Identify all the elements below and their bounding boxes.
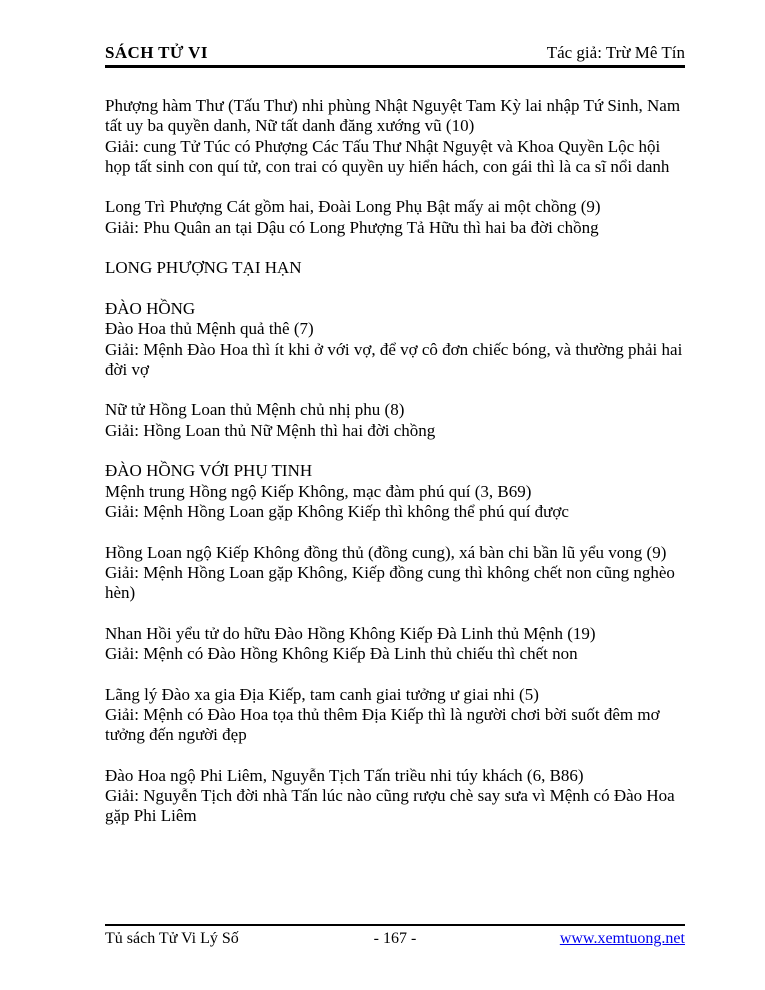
explanation-line: Giải: Nguyễn Tịch đời nhà Tấn lúc nào cũng rượu chè say sưa vì Mệnh có Đào Hoa gặp Phi Liêm: [105, 786, 675, 826]
text-block: [105, 197, 685, 238]
verse-line: Đào Hoa thủ Mệnh quả thê (7): [105, 319, 314, 339]
verse-line: Hồng Loan ngộ Kiếp Không đồng thủ (đồng cung), xá bàn chi bần lũ yểu vong (9): [105, 542, 667, 562]
verse-line: Nhan Hồi yểu tử do hữu Đào Hồng Không Kiếp Đà Linh thủ Mệnh (19): [105, 623, 596, 643]
text-block: [105, 299, 685, 380]
text-block: [105, 400, 685, 441]
section-heading: LONG PHƯỢNG TẠI HẠN: [105, 258, 302, 278]
text-block: [105, 766, 685, 827]
explanation-line: Giải: Mệnh có Đào Hồng Không Kiếp Đà Linh thủ chiếu thì chết non: [105, 644, 578, 664]
text-block: [105, 258, 685, 278]
explanation-line: Giải: Phu Quân an tại Dậu có Long Phượng Tả Hữu thì hai ba đời chồng: [105, 217, 599, 237]
text-block: [105, 685, 685, 746]
explanation-line: Giải: Mệnh Hồng Loan gặp Không Kiếp thì không thể phú quí được: [105, 501, 569, 521]
explanation-line: Giải: Mệnh Hồng Loan gặp Không, Kiếp đồng cung thì không chết non cũng nghèo hèn): [105, 562, 675, 603]
verse-line: Lãng lý Đào xa gia Địa Kiếp, tam canh giai tưởng ư giai nhi (5): [105, 684, 539, 704]
verse-line: Long Trì Phượng Cát gồm hai, Đoài Long Phụ Bật mấy ai một chồng (9): [105, 197, 601, 217]
verse-line: Mệnh trung Hồng ngộ Kiếp Không, mạc đàm phú quí (3, B69): [105, 481, 532, 501]
content-blocks: [105, 96, 685, 847]
website-link[interactable]: www.xemtuong.net: [559, 930, 685, 947]
explanation-line: Giải: Mệnh Đào Hoa thì ít khi ở với vợ, để vợ cô đơn chiếc bóng, và thường phải hai đời vợ: [105, 339, 683, 379]
section-heading: ĐÀO HỒNG: [105, 298, 196, 318]
page-header: [105, 43, 685, 68]
section-heading: ĐÀO HỒNG VỚI PHỤ TINH: [105, 461, 313, 481]
verse-line: Đào Hoa ngộ Phi Liêm, Nguyễn Tịch Tấn triều nhi túy khách (6, B86): [105, 765, 584, 785]
footer-series-title: Tủ sách Tử Vi Lý Số: [105, 930, 239, 947]
page-footer: [105, 924, 685, 948]
verse-line: Phượng hàm Thư (Tấu Thư) nhi phùng Nhật Nguyệt Tam Kỳ lai nhập Tứ Sinh, Nam tất uy ba quyền danh, Nữ tất danh đăng xướng vũ (10): [105, 96, 681, 136]
text-block: [105, 624, 685, 665]
text-block: [105, 461, 685, 522]
verse-line: Nữ tử Hồng Loan thủ Mệnh chủ nhị phu (8): [105, 400, 405, 420]
explanation-line: Giải: Hồng Loan thủ Nữ Mệnh thì hai đời chồng: [105, 420, 436, 440]
header-book-title: SÁCH TỬ VI: [105, 43, 208, 62]
explanation-line: Giải: cung Tử Túc có Phượng Các Tấu Thư Nhật Nguyệt và Khoa Quyền Lộc hội họp tất sinh con quí tử, con trai có quyền uy hiển hách, con gái thì là ca sĩ nổi danh: [105, 136, 670, 176]
text-block: [105, 543, 685, 604]
explanation-line: Giải: Mệnh có Đào Hoa tọa thủ thêm Địa Kiếp thì là người chơi bời suốt đêm mơ tưởng đến người đẹp: [105, 704, 660, 745]
footer-page-number: - 167 -: [373, 930, 417, 947]
header-author: Tác giả: Trừ Mê Tín: [546, 43, 685, 62]
text-block: [105, 96, 685, 177]
